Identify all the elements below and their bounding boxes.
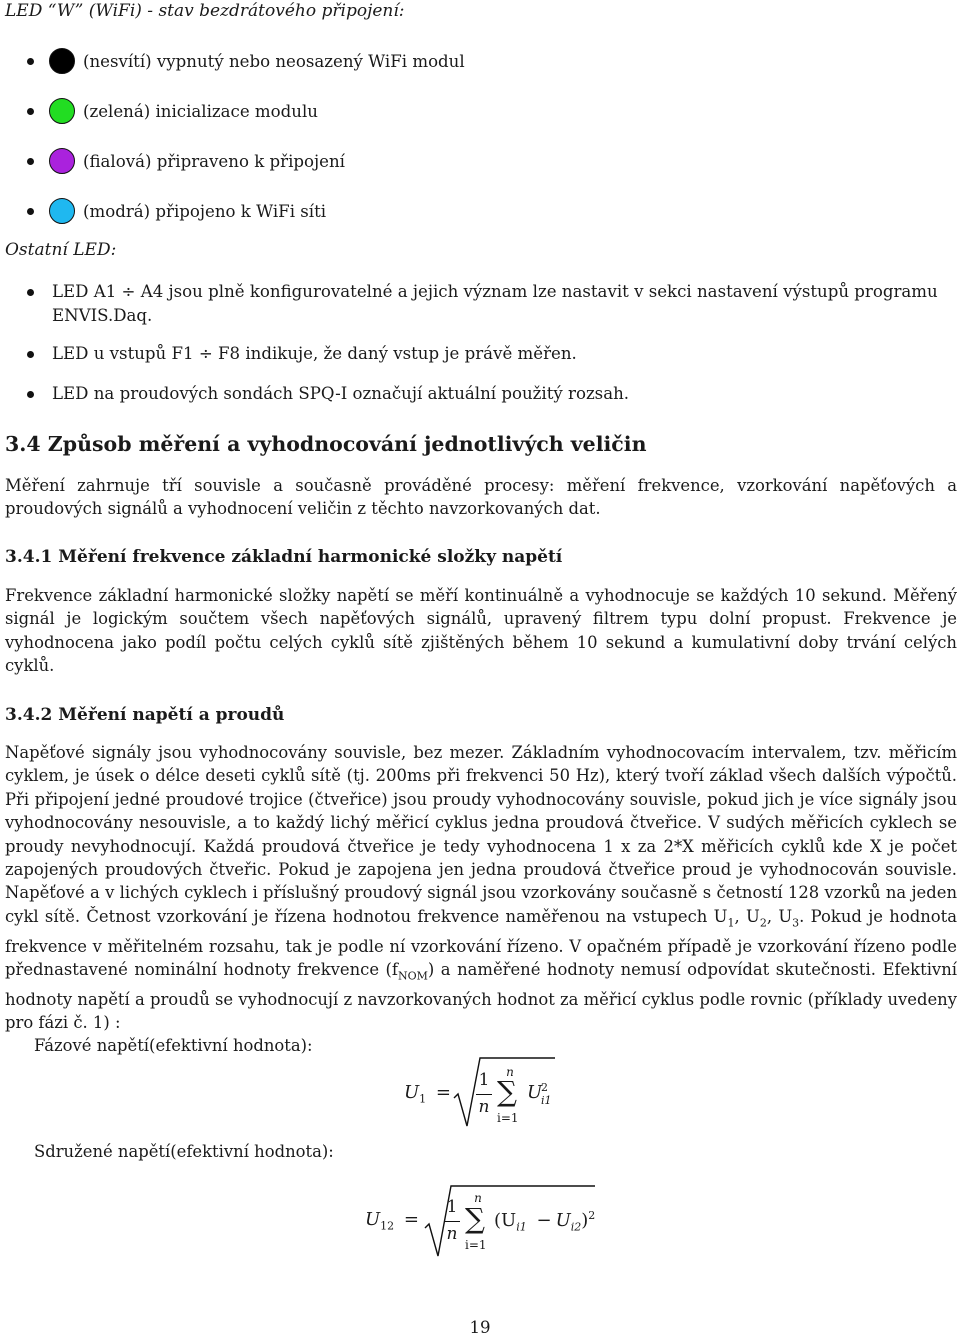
bullet-icon — [27, 158, 34, 165]
led-item-violet — [27, 141, 345, 181]
text-run: ) a naměřené hodnoty nemusí odpovídat skutečnosti. Efektivní hodnoty napětí a proudů se vyhodnocují z navzorkovaných hodnot za měřicí cyklus podle rovnic (příklady uvedeny pro fázi č. 1) : — [5, 959, 957, 1033]
math-symbol: U — [365, 1209, 381, 1230]
other-led-list-3 — [27, 382, 957, 406]
led-off-icon — [49, 48, 75, 74]
eq1-fraction-bar — [476, 1094, 492, 1095]
math-symbol: ) — [581, 1210, 589, 1231]
eq1-denominator: n — [478, 1097, 490, 1117]
led-item-text: (modrá) připojeno k WiFi síti — [83, 201, 327, 221]
list-item — [27, 382, 957, 406]
list-item — [27, 280, 957, 328]
eq2-numerator: 1 — [446, 1197, 458, 1217]
equals-sign: = — [403, 1209, 419, 1230]
subsection-title-frequency: 3.4.1 Měření frekvence základní harmonické složky napětí — [5, 547, 563, 567]
eq1-term-sup: 2 — [541, 1081, 548, 1094]
section-title: 3.4 Způsob měření a vyhodnocování jednotlivých veličin — [5, 432, 647, 456]
bullet-icon — [27, 208, 34, 215]
list-item-text: LED na proudových sondách SPQ-I označují aktuální použitý rozsah. — [52, 384, 630, 403]
eq2-sum-bottom: i=1 — [465, 1238, 487, 1252]
bullet-icon — [27, 58, 34, 65]
minus-sign: − — [536, 1210, 552, 1231]
text-run: , U — [766, 906, 793, 926]
list-item — [27, 342, 957, 366]
other-led-list — [27, 280, 957, 328]
math-symbol: U — [527, 1082, 543, 1103]
sum-icon: ∑ — [465, 1202, 485, 1235]
led-violet-icon — [49, 148, 75, 174]
subscript: NOM — [398, 969, 428, 983]
subscript: 2 — [759, 916, 767, 930]
page-number: 19 — [469, 1318, 491, 1337]
subsection-voltage-text — [5, 741, 957, 1034]
superscript: 2 — [588, 1209, 596, 1222]
bullet-icon — [27, 351, 34, 358]
led-wifi-heading: LED “W” (WiFi) - stav bezdrátového připojení: — [5, 1, 405, 21]
eq2-term — [494, 1209, 595, 1234]
led-item-text: (nesvítí) vypnutý nebo neosazený WiFi modul — [83, 51, 465, 71]
led-green-icon — [49, 98, 75, 124]
line-voltage-label: Sdružené napětí(efektivní hodnota): — [34, 1142, 334, 1161]
eq1-sum-bottom: i=1 — [497, 1111, 519, 1125]
led-item-green — [27, 91, 318, 131]
eq1-numerator: 1 — [478, 1070, 490, 1090]
text-run: , U — [734, 906, 760, 926]
subsection-title-voltage: 3.4.2 Měření napětí a proudů — [5, 705, 285, 725]
led-item-text: (zelená) inicializace modulu — [83, 101, 318, 121]
subscript: 12 — [380, 1219, 395, 1233]
eq1-term — [527, 1082, 542, 1103]
eq2-sum-top: n — [474, 1191, 482, 1205]
bullet-icon — [27, 289, 34, 296]
subscript: i2 — [570, 1220, 582, 1234]
math-symbol: U — [555, 1210, 571, 1231]
text-run: Napěťové signály jsou vyhodnocovány souvisle, bez mezer. Základním vyhodnocovacím intervalem, tzv. měřicím cyklem, je úsek o délce deseti cyklů sítě (tj. 200ms při frekvenci 50 Hz), který tvoří základ všech dalších výpočtů. Při připojení jedné proudové trojice (čtveřice) jsou proudy vyhodnocovány souvisle, pokud jich je více signály jsou vyhodnocovány nesouvisle, a to každý lichý měřicí cyklus jedna proudová čtveřice. V sudých měřicích cyklech se proudy nevyhodnocují. Každá proudová čtveřice je tedy vyhodnocena 1 x za 2*X měřicích cyklů kde X je počet zapojených proudových čtveřic. Pokud je zapojena jen jedna proudová čtveřice proud je vyhodnocován souvisle. Napěťové a v lichých cyklech i příslušný proudový signál jsou vzorkovány současně s četností 128 vzorků na jeden cykl sítě. Četnost vzorkování je řízena hodnotou frekvence naměřenou na vstupech U — [5, 743, 957, 926]
led-item-blue — [27, 191, 326, 231]
text-run: . Pokud je hodnota frekvence v měřitelném rozsahu, tak je podle ní vzorkování řízeno. V opačném případě je vzorkování řízeno podle přednastavené nominální hodnoty frekvence (f — [5, 906, 958, 979]
list-item-text: LED u vstupů F1 ÷ F8 indikuje, že daný vstup je právě měřen. — [52, 344, 577, 363]
subscript: 1 — [419, 1092, 427, 1106]
other-led-heading: Ostatní LED: — [5, 240, 117, 260]
bullet-icon — [27, 391, 34, 398]
sum-icon: ∑ — [497, 1075, 517, 1108]
subscript: 3 — [792, 916, 800, 930]
led-item-text: (fialová) připraveno k připojení — [83, 151, 345, 171]
math-symbol: (U — [494, 1210, 517, 1231]
equals-sign: = — [435, 1082, 451, 1103]
section-intro: Měření zahrnuje tří souvisle a současně prováděné procesy: měření frekvence, vzorkování napěťových a proudových signálů a vyhodnocení veličin z těchto navzorkovaných dat. — [5, 476, 957, 519]
subsection-frequency-text: Frekvence základní harmonické složky napětí se měří kontinuálně a vyhodnocuje se každých 10 sekund. Měřený signál je logickým součtem všech napěťových signálů, upravený filtrem typu dolní propust. Frekvence je vyhodnocena jako podíl počtu celých cyklů sítě zjištěných během 10 sekund a kumulativní doby trvání celých cyklů. — [5, 586, 957, 676]
subscript: i1 — [516, 1220, 527, 1234]
bullet-icon — [27, 108, 34, 115]
led-item-off — [27, 41, 465, 81]
eq1-term-sub: i1 — [541, 1094, 552, 1107]
phase-voltage-label: Fázové napětí(efektivní hodnota): — [34, 1036, 313, 1055]
eq1-lhs — [404, 1082, 451, 1106]
math-symbol: U — [404, 1082, 420, 1103]
eq2-lhs — [365, 1209, 419, 1233]
led-blue-icon — [49, 198, 75, 224]
subscript: 1 — [727, 916, 735, 930]
eq1-sum-top: n — [506, 1065, 514, 1079]
list-item-text: LED A1 ÷ A4 jsou plně konfigurovatelné a jejich význam lze nastavit v sekci nastavení výstupů programu ENVIS.Daq. — [52, 282, 938, 325]
other-led-list-2 — [27, 342, 957, 366]
eq2-denominator: n — [446, 1224, 458, 1244]
eq2-fraction-bar — [444, 1221, 460, 1222]
